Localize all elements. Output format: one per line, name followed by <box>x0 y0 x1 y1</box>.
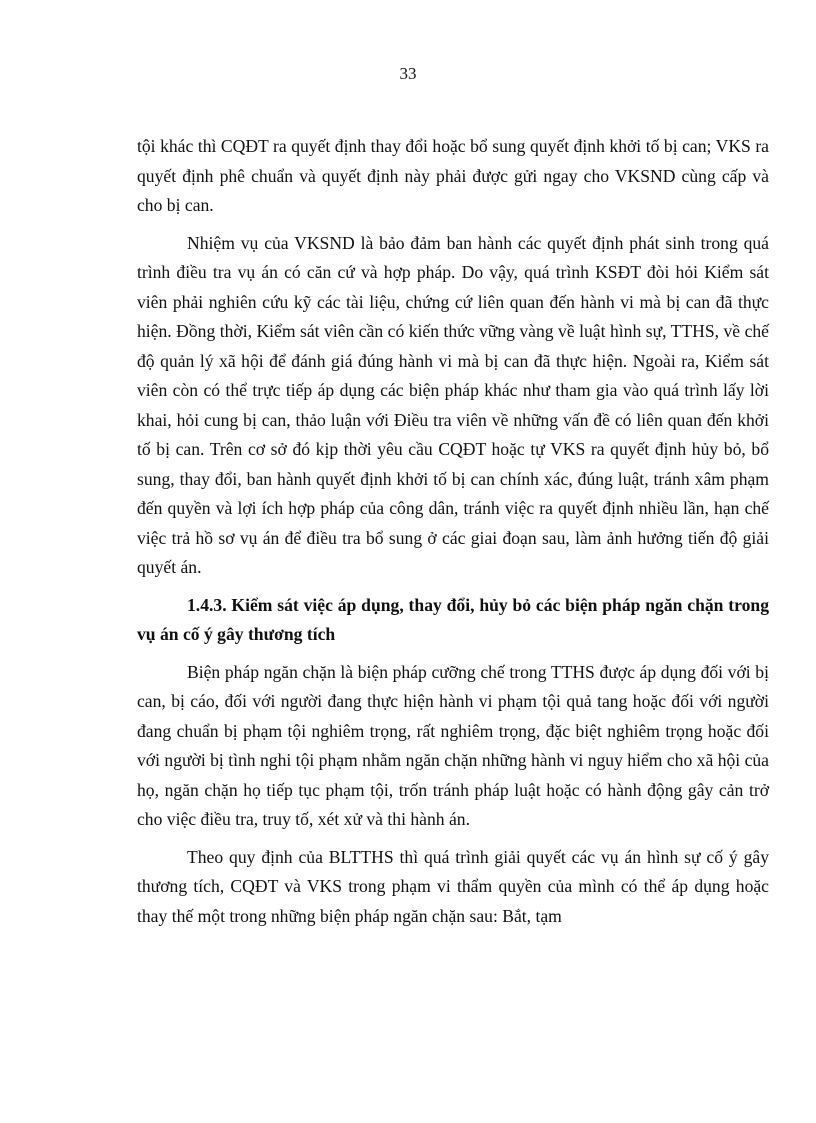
paragraph-continuation: tội khác thì CQĐT ra quyết định thay đổi hoặc bổ sung quyết định khởi tố bị can; VKS ra quyết định phê chuẩn và quyết định này phải được gửi ngay cho VKSND cùng cấp và cho bị can. <box>137 136 769 215</box>
body-text <box>137 132 769 939</box>
page-number: 33 <box>399 64 417 83</box>
section-heading: 1.4.3. Kiểm sát việc áp dụng, thay đổi, hủy bỏ các biện pháp ngăn chặn trong vụ án cố ý gây thương tích <box>137 594 769 644</box>
paragraph-blttHS-provisions: Theo quy định của BLTTHS thì quá trình giải quyết các vụ án hình sự cố ý gây thương tích, CQĐT và VKS trong phạm vi thẩm quyền của mình có thể áp dụng hoặc thay thế một trong những biện pháp ngăn chặn sau: Bắt, tạm <box>137 846 769 926</box>
paragraph-preventive-measures: Biện pháp ngăn chặn là biện pháp cưỡng chế trong TTHS được áp dụng đối với bị can, bị cáo, đối với người đang thực hiện hành vi phạm tội quả tang hoặc đối với người đang chuẩn bị phạm tội nghiêm trọng, rất nghiêm trọng, đặc biệt nghiêm trọng hoặc đối với người bị tình nghi tội phạm nhằm ngăn chặn những hành vi nguy hiểm cho xã hội của họ, ngăn chặn họ tiếp tục phạm tội, trốn tránh pháp luật hoặc có hành động gây cản trở cho việc điều tra, truy tố, xét xử và thi hành án. <box>137 661 769 829</box>
paragraph-vksnd-duty: Nhiệm vụ của VKSND là bảo đảm ban hành các quyết định phát sinh trong quá trình điều tra vụ án có căn cứ và hợp pháp. Do vậy, quá trình KSĐT đòi hỏi Kiểm sát viên phải nghiên cứu kỹ các tài liệu, chứng cứ liên quan đến hành vi mà bị can đã thực hiện. Đồng thời, Kiểm sát viên cần có kiến thức vững vàng về luật hình sự, TTHS, về chế độ quản lý xã hội để đánh giá đúng hành vi mà bị can đã thực hiện. Ngoài ra, Kiểm sát viên còn có thể trực tiếp áp dụng các biện pháp khác như tham gia vào quá trình lấy lời khai, hỏi cung bị can, thảo luận với Điều tra viên về những vấn đề có liên quan đến khởi tố bị can. Trên cơ sở đó kịp thời yêu cầu CQĐT hoặc tự VKS ra quyết định hủy bỏ, bổ sung, thay đổi, ban hành quyết định khởi tố bị can chính xác, đúng luật, tránh xâm phạm đến quyền và lợi ích hợp pháp của công dân, tránh việc ra quyết định nhiều lần, hạn chế việc trả hồ sơ vụ án để điều tra bổ sung ở các giai đoạn sau, làm ảnh hưởng tiến độ giải quyết án. <box>137 232 769 577</box>
